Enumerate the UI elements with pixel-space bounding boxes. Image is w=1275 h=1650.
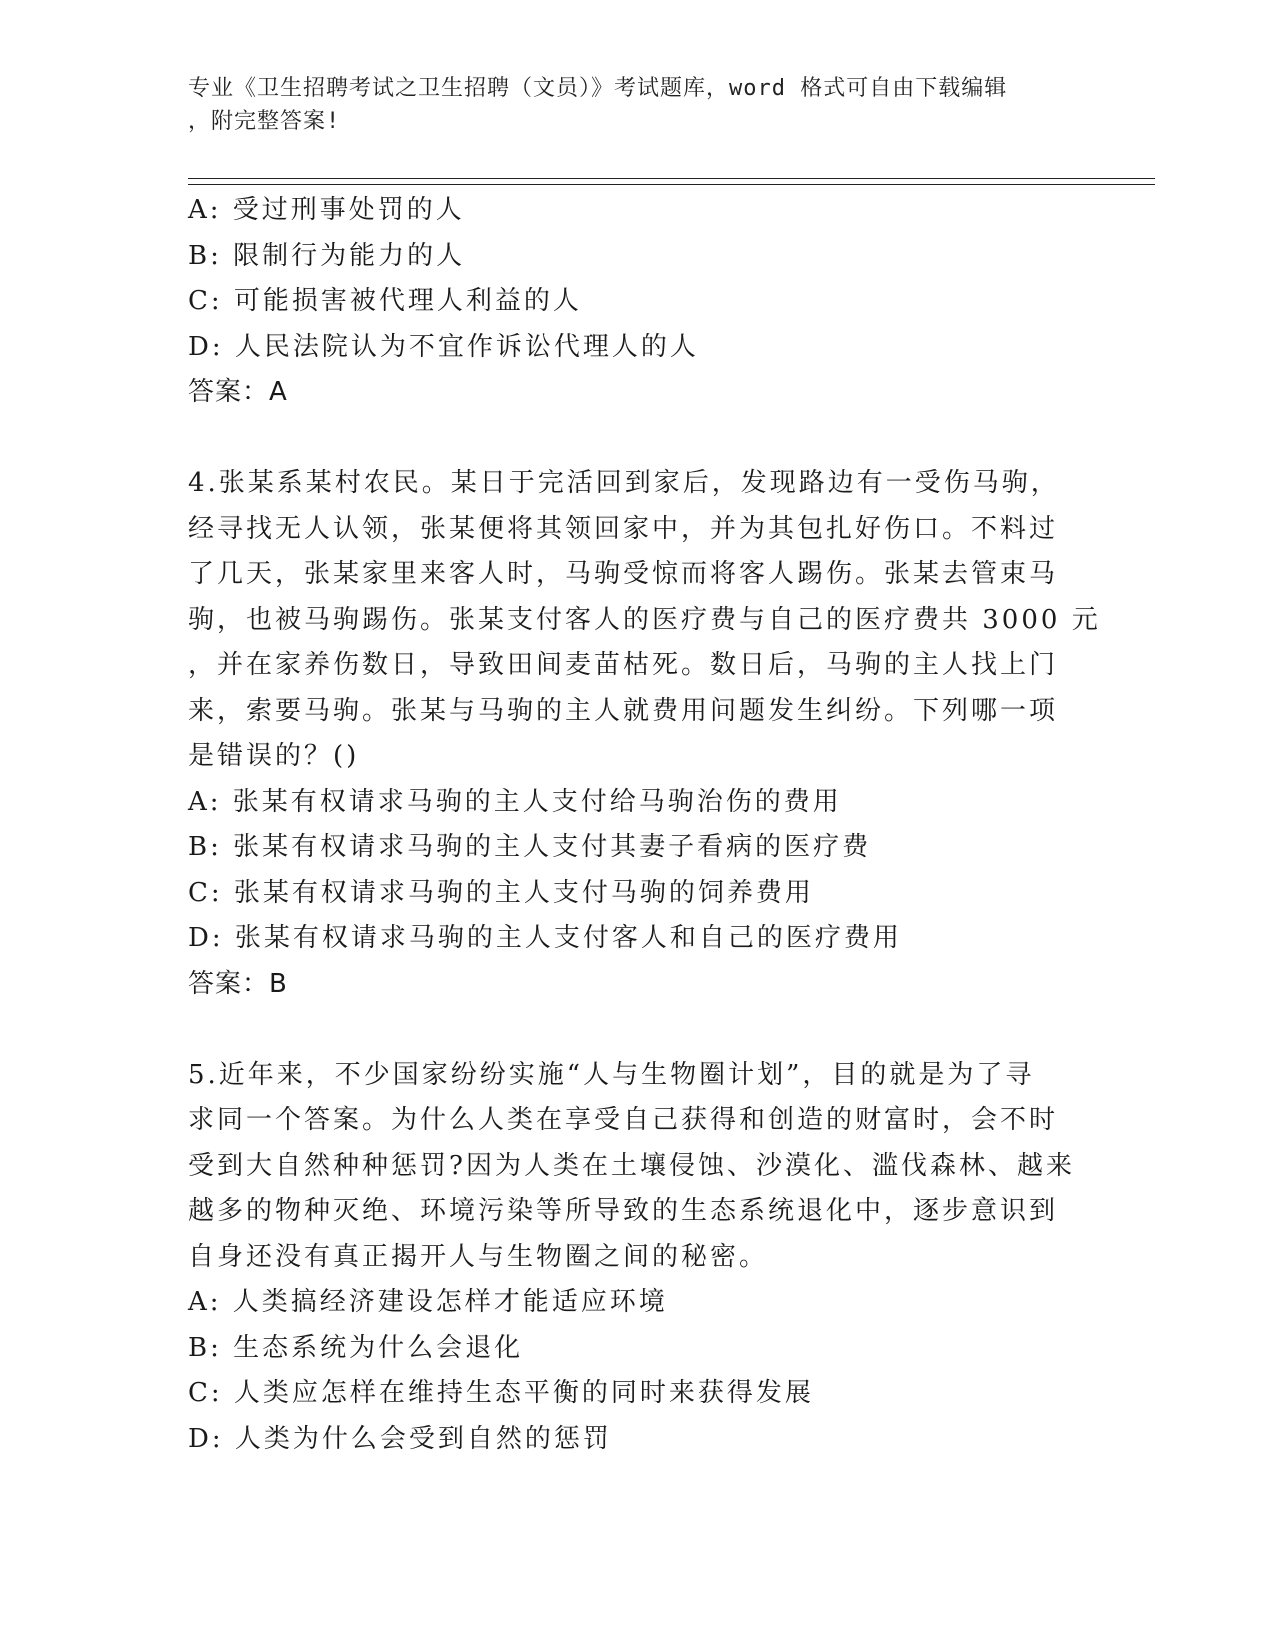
question-3 [188, 188, 1088, 416]
question-stem-line: ，并在家养伤数日，导致田间麦苗枯死。数日后，马驹的主人找上门 [188, 650, 1059, 680]
option-d: D: 人民法院认为不宜作诉讼代理人的人 [188, 331, 699, 362]
question-stem-line: 自身还没有真正揭开人与生物圈之间的秘密。 [188, 1241, 769, 1272]
question-stem-line: 经寻找无人认领，张某便将其领回家中，并为其包扎好伤口。不料过 [188, 513, 1059, 544]
answer-line: 答案：B [188, 968, 288, 999]
header-title-line: 专业《卫生招聘考试之卫生招聘（文员）》考试题库，word 格式可自由下载编辑 [188, 76, 1008, 101]
spacer [188, 416, 1088, 462]
header-divider [188, 178, 1155, 185]
option-a: A: 张某有权请求马驹的主人支付给马驹治伤的费用 [188, 786, 842, 817]
question-stem-line: 是错误的？() [188, 741, 360, 771]
question-stem-line: 受到大自然种种惩罚?因为人类在土壤侵蚀、沙漠化、滥伐森林、越来 [188, 1150, 1075, 1181]
question-stem-line: 求同一个答案。为什么人类在享受自己获得和创造的财富时，会不时 [188, 1105, 1059, 1135]
header-title-line-continued: ，附完整答案! [188, 109, 341, 134]
document-header [188, 72, 1068, 138]
option-b: B: 生态系统为什么会退化 [188, 1332, 524, 1363]
option-c: C: 人类应怎样在维持生态平衡的同时来获得发展 [188, 1378, 814, 1408]
option-d: D: 张某有权请求马驹的主人支付客人和自己的医疗费用 [188, 923, 902, 953]
question-stem-line: 4.张某系某村农民。某日于完活回到家后，发现路边有一受伤马驹， [188, 468, 1060, 498]
option-b: B: 限制行为能力的人 [188, 240, 466, 271]
option-a: A: 人类搞经济建设怎样才能适应环境 [188, 1287, 668, 1317]
option-b: B: 张某有权请求马驹的主人支付其妻子看病的医疗费 [188, 832, 872, 862]
question-stem-line: 来，索要马驹。张某与马驹的主人就费用问题发生纠纷。下列哪一项 [188, 695, 1059, 726]
question-5 [188, 1053, 1088, 1463]
question-stem-line: 驹，也被马驹踢伤。张某支付客人的医疗费与自己的医疗费共 3000 元 [188, 604, 1101, 635]
question-content [188, 188, 1101, 1462]
option-a: A: 受过刑事处罚的人 [188, 195, 465, 225]
question-stem-line: 5.近年来，不少国家纷纷实施“人与生物圈计划”，目的就是为了寻 [188, 1059, 1035, 1090]
spacer [188, 1007, 1088, 1053]
question-stem-line: 了几天，张某家里来客人时，马驹受惊而将客人踢伤。张某去管束马 [188, 559, 1059, 589]
option-d: D: 人类为什么会受到自然的惩罚 [188, 1423, 612, 1454]
option-c: C: 可能损害被代理人利益的人 [188, 286, 582, 316]
answer-line: 答案：A [188, 377, 288, 407]
question-4 [188, 461, 1101, 1007]
question-stem-line: 越多的物种灭绝、环境污染等所导致的生态系统退化中，逐步意识到 [188, 1196, 1059, 1226]
option-c: C: 张某有权请求马驹的主人支付马驹的饲养费用 [188, 877, 814, 908]
